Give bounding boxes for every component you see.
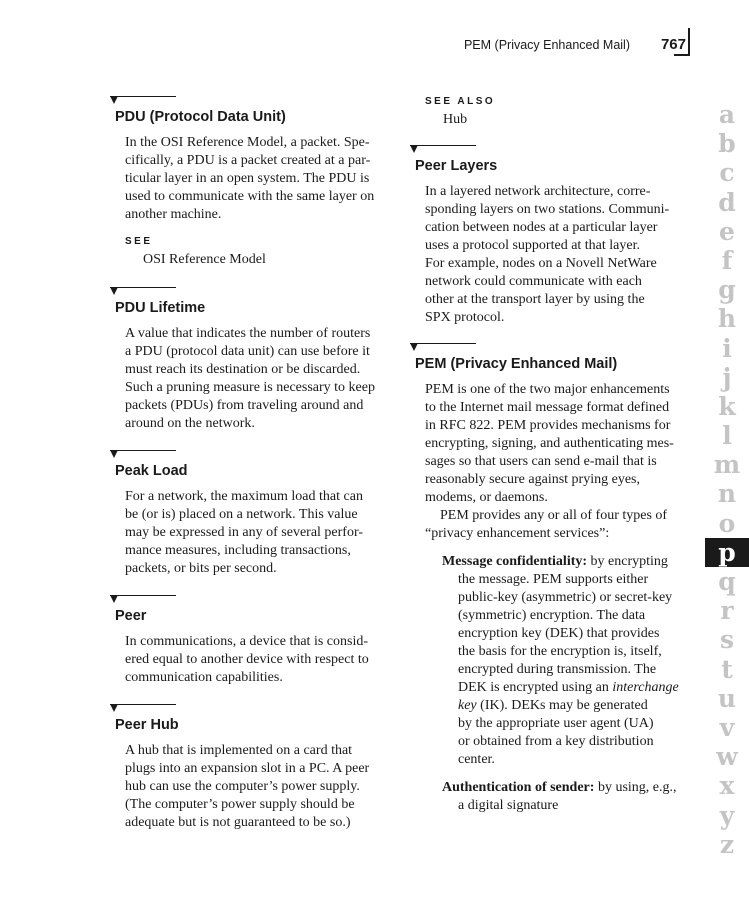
thumb-letter-l: l	[722, 421, 732, 451]
thumb-letter-n: n	[717, 479, 737, 509]
header-rule-foot	[674, 54, 690, 56]
entry-definition: PEM is one of the two major enhancements to the Internet mail message format defined in RFC 822. PEM provides mechanisms for encrypting, signing, and authenticating mes- sages so that users can send e-mail that is reasonably secure against prying eyes, modems, or daemons.	[425, 382, 674, 505]
triangle-marker-icon	[110, 287, 118, 295]
thumb-letter-f: f	[721, 245, 733, 275]
running-title: PEM (Privacy Enhanced Mail)	[463, 38, 630, 52]
see-reference: OSI Reference Model	[143, 252, 266, 267]
header-rule	[688, 28, 690, 54]
entry-pdu-lifetime	[110, 287, 390, 433]
entry-peer-hub	[110, 704, 390, 832]
thumb-letter-u: u	[717, 683, 737, 713]
triangle-marker-icon	[110, 96, 118, 104]
item-heading: Authentication of sender:	[442, 780, 595, 795]
thumb-letter-w: w	[716, 742, 738, 772]
page-header	[0, 36, 690, 56]
alphabet-thumb-index	[705, 100, 749, 859]
entry-definition: In communications, a device that is consid- ered equal to another device with respect to communication capabilities.	[125, 634, 369, 685]
entry-peer	[110, 595, 390, 687]
thumb-letter-x: x	[719, 771, 735, 801]
entry-definition: In the OSI Reference Model, a packet. Spe- cifically, a PDU is a packet created at a par- ticular layer in an open system. The PDU is used to communicate with the same layer on another machine.	[125, 135, 375, 222]
entry-term: Peer Layers	[415, 158, 498, 174]
thumb-letter-r: r	[720, 596, 734, 626]
entry-pem	[410, 343, 692, 815]
entry-term: PDU (Protocol Data Unit)	[115, 109, 286, 125]
entry-term: Peer	[115, 608, 147, 624]
entry-definition: In a layered network architecture, corre- sponding layers on two stations. Communi- cation between nodes at a particular layer uses a protocol supported at that layer. For example, nodes on a Novell NetWare network could communicate with each other at the transport layer by using the SPX protocol.	[425, 184, 670, 325]
see-label: SEE	[125, 236, 153, 247]
entry-marker	[410, 145, 692, 155]
thumb-letter-d: d	[718, 187, 736, 217]
entry-definition: A value that indicates the number of routers a PDU (protocol data unit) can use before it must reach its destination or be discarded. Such a pruning measure is necessary to keep packets (PDUs) from traveling around and around on the network.	[125, 326, 375, 431]
page-number: 767	[660, 36, 686, 53]
triangle-marker-icon	[110, 704, 118, 712]
thumb-letter-q: q	[718, 567, 736, 596]
thumb-letter-v: v	[719, 712, 735, 742]
thumb-letter-h: h	[717, 304, 737, 334]
see-also-block	[410, 96, 692, 129]
entry-marker	[110, 704, 390, 714]
message-confidentiality-item: Message confidentiality: by encrypting the message. PEM supports either public-key (asymmetric) or secret-key (symmetric) encryption. The data encryption key (DEK) that provides the basis for the encryption is, itself, encrypted during transmission. The DEK is encrypted using an interchange key (IK). DEKs may be generated by the appropriate user agent (UA) or obtained from a key distribution center.	[442, 554, 679, 767]
thumb-letter-y: y	[719, 800, 735, 830]
triangle-marker-icon	[110, 450, 118, 458]
entry-marker	[110, 287, 390, 297]
see-also-reference: Hub	[443, 112, 468, 127]
entry-term: PDU Lifetime	[115, 300, 206, 316]
thumb-letter-a: a	[718, 100, 736, 129]
entry-marker	[410, 343, 692, 353]
thumb-letter-o: o	[718, 508, 736, 538]
triangle-marker-icon	[410, 145, 418, 153]
thumb-letter-p: p	[705, 538, 749, 567]
item-heading: Message confidentiality:	[442, 554, 588, 569]
entry-peer-layers	[410, 145, 692, 327]
entry-term: Peak Load	[115, 463, 188, 479]
triangle-marker-icon	[410, 343, 418, 351]
entry-definition: A hub that is implemented on a card that plugs into an expansion slot in a PC. A peer hub can use the computer’s power supply. (The computer’s power supply should be adequate but is not guaranteed to be so.)	[125, 743, 370, 830]
entry-term: PEM (Privacy Enhanced Mail)	[415, 356, 618, 372]
left-column	[110, 96, 390, 832]
thumb-letter-t: t	[721, 654, 733, 684]
thumb-letter-m: m	[713, 450, 741, 480]
thumb-letter-s: s	[719, 625, 735, 655]
authentication-item: Authentication of sender: by using, e.g., a digital signature	[442, 780, 677, 813]
entry-marker	[110, 96, 390, 106]
entry-definition: For a network, the maximum load that can be (or is) placed on a network. This value may be expressed in any of several perfor- mance measures, including transactions, packets, or bits per second.	[125, 489, 364, 576]
see-also-label: SEE ALSO	[425, 96, 496, 107]
thumb-letter-c: c	[719, 158, 735, 188]
entry-paragraph: PEM provides any or all of four types of “privacy enhancement services”:	[425, 508, 668, 541]
thumb-letter-k: k	[718, 391, 736, 421]
thumb-letter-b: b	[718, 129, 736, 159]
thumb-letter-e: e	[719, 216, 735, 246]
thumb-letter-g: g	[718, 275, 736, 305]
entry-marker	[110, 450, 390, 460]
right-column	[410, 96, 692, 815]
entry-term: Peer Hub	[115, 717, 179, 733]
thumb-letter-i: i	[722, 333, 732, 363]
thumb-letter-z: z	[719, 829, 735, 859]
thumb-letter-j: j	[722, 362, 732, 392]
entry-marker	[110, 595, 390, 605]
entry-peak-load	[110, 450, 390, 578]
entry-pdu	[110, 96, 390, 269]
triangle-marker-icon	[110, 595, 118, 603]
